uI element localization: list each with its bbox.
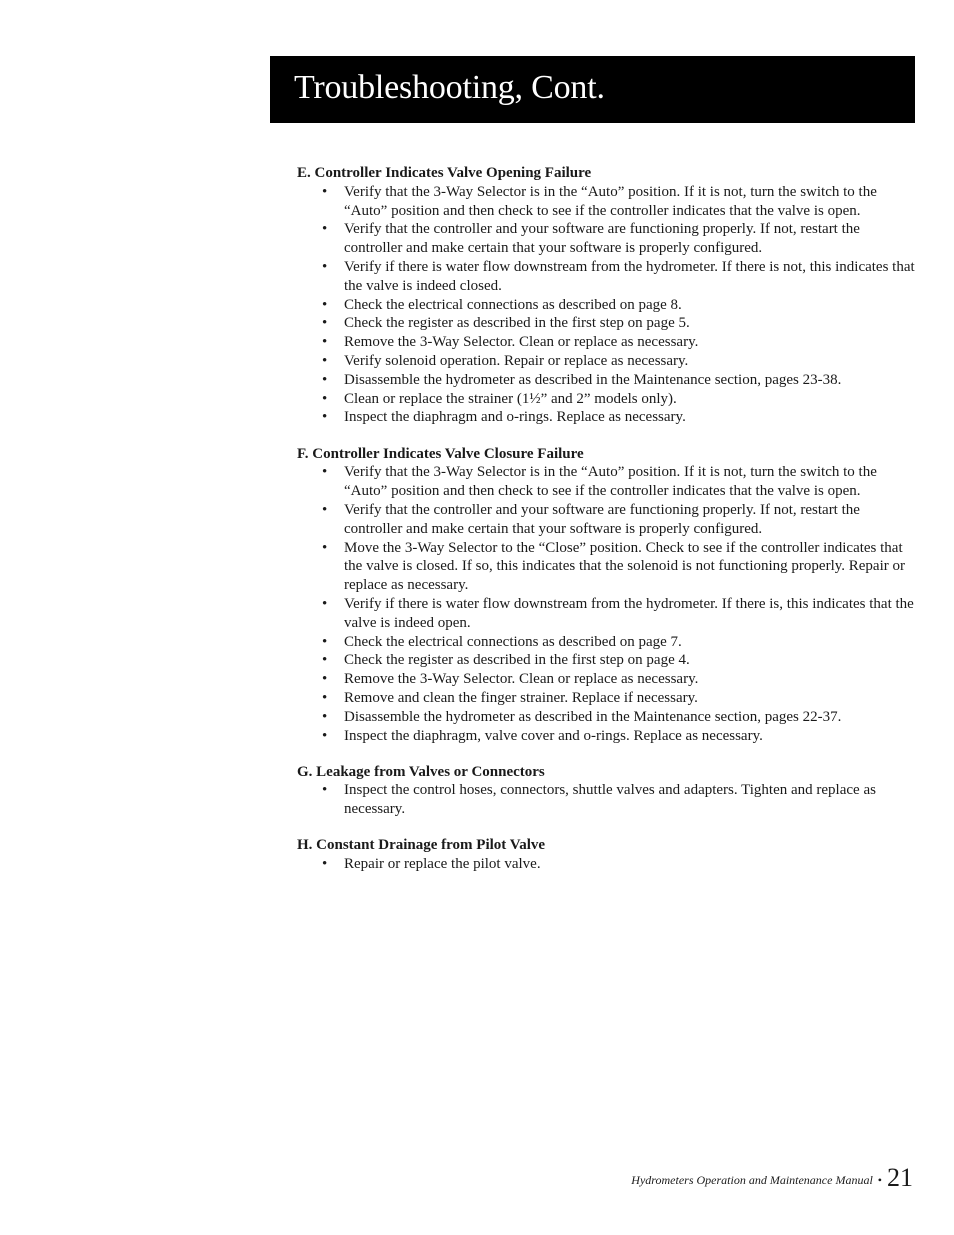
list-item: • Disassemble the hydrometer as described in the Maintenance section, pages 23-38. [297,371,917,390]
title-banner [270,56,915,123]
list-item: • Verify that the 3-Way Selector is in the “Auto” position. If it is not, turn the switch to the “Auto” position and then check to see if the controller indicates that the valve is open. [297,463,917,501]
section-e [297,164,917,427]
list-item: • Inspect the control hoses, connectors, shuttle valves and adapters. Tighten and replace as necessary. [297,781,917,819]
list-item: • Check the electrical connections as described on page 8. [297,296,917,315]
list-item: • Repair or replace the pilot valve. [297,855,917,874]
bullet-list [297,855,917,874]
list-item: • Verify that the 3-Way Selector is in the “Auto” position. If it is not, turn the switch to the “Auto” position and then check to see if the controller indicates that the valve is open. [297,183,917,221]
page-title: Troubleshooting, Cont. [294,69,605,106]
list-item: • Move the 3-Way Selector to the “Close” position. Check to see if the controller indicates that the valve is closed. If so, this indicates that the solenoid is not functioning properly. Repair or replace as necessary. [297,539,917,595]
list-item: • Remove and clean the finger strainer. Replace if necessary. [297,689,917,708]
list-item: • Disassemble the hydrometer as described in the Maintenance section, pages 22-37. [297,708,917,727]
manual-title: Hydrometers Operation and Maintenance Manual [631,1173,873,1187]
list-item: • Check the register as described in the first step on page 4. [297,651,917,670]
list-item: • Inspect the diaphragm, valve cover and o-rings. Replace as necessary. [297,727,917,746]
footer-separator: • [877,1173,882,1187]
page-number: 21 [887,1163,913,1192]
troubleshooting-content [297,164,917,891]
section-heading: E. Controller Indicates Valve Opening Failure [297,165,592,181]
section-heading: G. Leakage from Valves or Connectors [297,763,545,780]
list-item: • Verify if there is water flow downstream from the hydrometer. If there is, this indicates that the valve is indeed open. [297,595,917,633]
list-item: • Verify if there is water flow downstream from the hydrometer. If there is not, this indicates that the valve is indeed closed. [297,258,917,296]
list-item: • Verify that the controller and your software are functioning properly. If not, restart the controller and make certain that your software is properly configured. [297,501,917,539]
list-item: • Remove the 3-Way Selector. Clean or replace as necessary. [297,670,917,689]
list-item: • Check the register as described in the first step on page 5. [297,314,917,333]
list-item: • Verify solenoid operation. Repair or replace as necessary. [297,352,917,371]
page-footer [631,1163,913,1193]
bullet-list [297,463,917,745]
list-item: • Inspect the diaphragm and o-rings. Replace as necessary. [297,408,917,427]
bullet-list [297,183,917,427]
section-heading: H. Constant Drainage from Pilot Valve [297,837,546,854]
bullet-list [297,781,917,819]
list-item: • Remove the 3-Way Selector. Clean or replace as necessary. [297,333,917,352]
section-heading: F. Controller Indicates Valve Closure Failure [297,445,584,462]
section-h [297,836,917,874]
section-f [297,445,917,746]
section-g [297,763,917,819]
list-item: • Check the electrical connections as described on page 7. [297,633,917,652]
list-item: • Clean or replace the strainer (1½” and 2” models only). [297,390,917,409]
list-item: • Verify that the controller and your software are functioning properly. If not, restart the controller and make certain that your software is properly configured. [297,220,917,258]
